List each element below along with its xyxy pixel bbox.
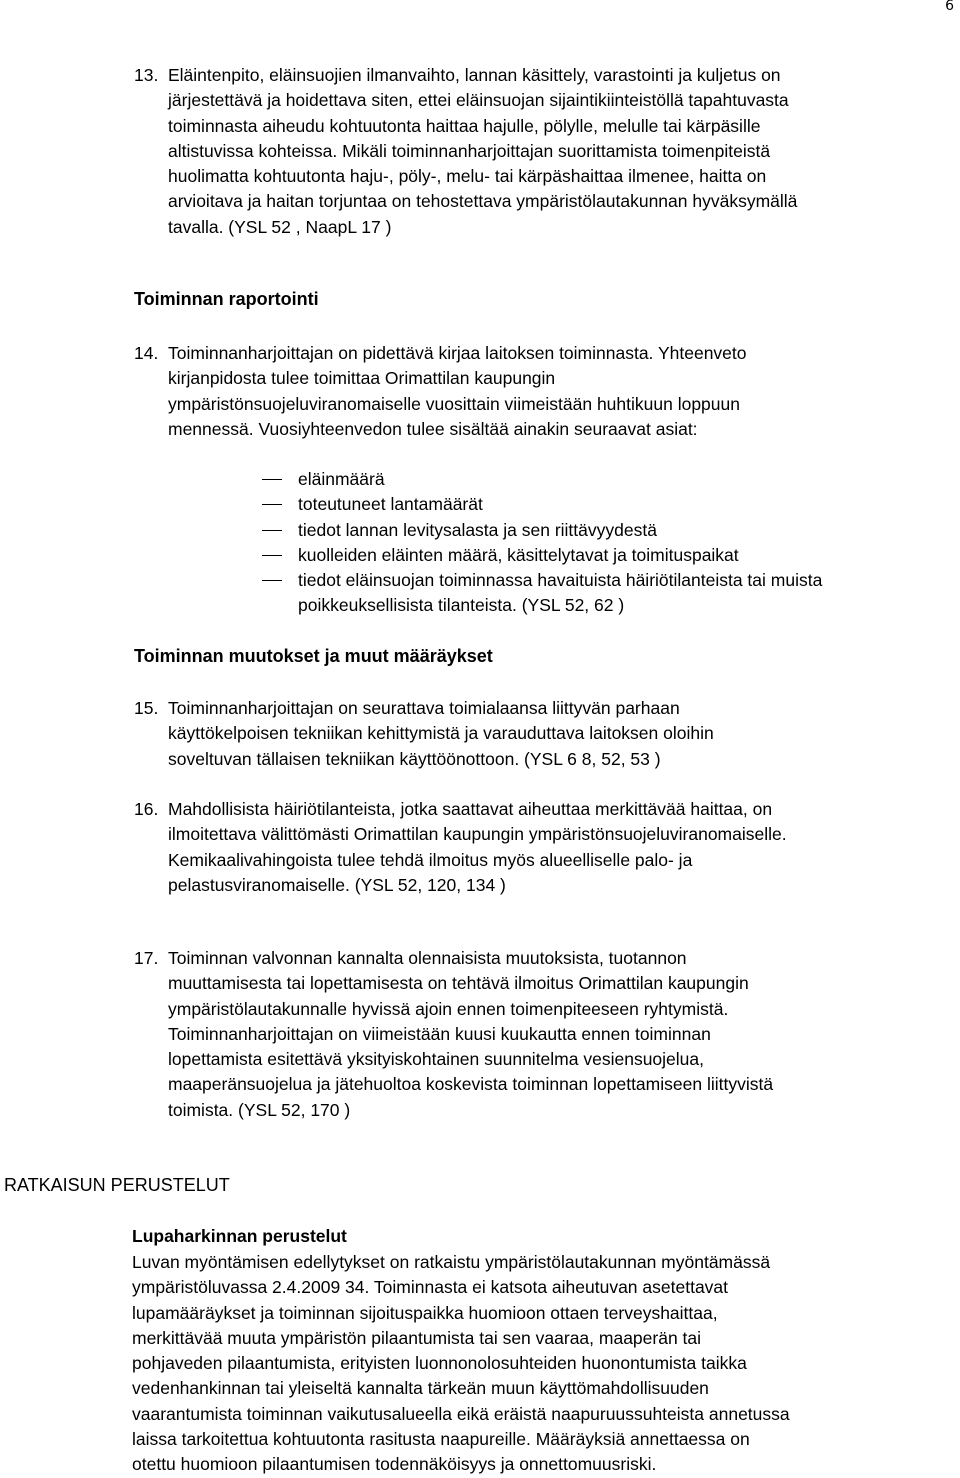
- page-number: 6: [945, 0, 954, 14]
- text-line: kirjanpidosta tulee toimittaa Orimattilan kaupungin: [168, 368, 556, 389]
- dash-marker: [262, 530, 282, 531]
- provision-text: [168, 341, 747, 442]
- text-line: Toiminnan valvonnan kannalta olennaisista muutoksista, tuotannon: [168, 948, 687, 968]
- text-line: lopettamista esitettävä yksityiskohtainen suunnitelma vesiensuojelua,: [168, 1049, 704, 1070]
- provision-number: 17.: [134, 948, 159, 968]
- list-item: [262, 492, 822, 517]
- text-line: tavalla. (YSL 52 , NaapL 17 ): [168, 216, 392, 237]
- provision-text: [168, 797, 787, 898]
- list-item: [262, 467, 822, 492]
- text-line: pohjaveden pilaantumista, erityisten luonnonolosuhteiden huonontumista taikka: [132, 1353, 747, 1374]
- list-item-text: eläinmäärä: [298, 469, 385, 489]
- section-title-grounds: RATKAISUN PERUSTELUT: [4, 1175, 230, 1195]
- text-line: ympäristölautakunnalle hyvissä ajoin ennen toimenpiteeseen ryhtymistä.: [168, 998, 729, 1019]
- list-item-continuation: [262, 593, 822, 618]
- report-contents-list: [262, 467, 822, 619]
- heading-changes: Toiminnan muutokset ja muut määräykset: [134, 646, 493, 666]
- text-line: toiminnasta aiheudu kohtuutonta haittaa hajulle, pölylle, melulle tai kärpäsille: [168, 115, 761, 136]
- text-line: laissa tarkoitettua kohtuutonta rasitusta naapureille. Määräyksiä annettaessa on: [132, 1429, 750, 1450]
- text-line: lupamääräykset ja toiminnan sijoituspaikka huomioon ottaen terveyshaittaa,: [132, 1302, 718, 1323]
- list-item: [262, 518, 822, 543]
- text-line: Luvan myöntämisen edellytykset on ratkaistu ympäristölautakunnan myöntämässä: [132, 1252, 771, 1272]
- provision-text: [168, 696, 714, 772]
- dash-marker: [262, 479, 282, 480]
- text-line: Toiminnanharjoittajan on seurattava toimialaansa liittyvän parhaan: [168, 698, 680, 718]
- text-line: käyttökelpoisen tekniikan kehittymistä ja varauduttava laitoksen oloihin: [168, 723, 714, 744]
- list-item-text: kuolleiden eläinten määrä, käsittelytavat ja toimituspaikat: [298, 544, 739, 565]
- provision-number: 16.: [134, 799, 159, 819]
- text-line: vaarantumista toiminnan vaikutusalueella eikä eräistä naapuruussuhteista annetussa: [132, 1403, 790, 1424]
- list-item: [262, 568, 822, 593]
- text-line: Eläintenpito, eläinsuojien ilmanvaihto, lannan käsittely, varastointi ja kuljetus on: [168, 65, 781, 85]
- provision-text: [168, 63, 797, 240]
- heading-reporting: Toiminnan raportointi: [134, 289, 319, 309]
- text-line: järjestettävä ja hoidettava siten, ettei eläinsuojan sijaintikiinteistöllä tapahtuvasta: [168, 90, 789, 111]
- text-line: mennessä. Vuosiyhteenvedon tulee sisältää ainakin seuraavat asiat:: [168, 418, 698, 439]
- text-line: muuttamisesta tai lopettamisesta on tehtävä ilmoitus Orimattilan kaupungin: [168, 973, 749, 994]
- list-item-text: tiedot eläinsuojan toiminnassa havaituista häiriötilanteista tai muista: [298, 570, 823, 591]
- text-line: Toiminnanharjoittajan on pidettävä kirjaa laitoksen toiminnasta. Yhteenveto: [168, 343, 747, 363]
- list-item-text: toteutuneet lantamäärät: [298, 494, 483, 515]
- text-line: Kemikaalivahingoista tulee tehdä ilmoitus myös alueelliselle palo- ja: [168, 849, 693, 870]
- list-item-text: poikkeuksellisista tilanteista. (YSL 52, 62 ): [298, 595, 625, 616]
- dash-marker: [262, 555, 282, 556]
- provision-text: [168, 946, 773, 1123]
- permit-grounds-text: [132, 1250, 790, 1478]
- heading-permit-grounds: Lupaharkinnan perustelut: [132, 1226, 347, 1246]
- text-line: arvioitava ja haitan torjuntaa on tehostettava ympäristölautakunnan hyväksymällä: [168, 191, 798, 212]
- text-line: Toiminnanharjoittajan on viimeistään kuusi kuukautta ennen toiminnan: [168, 1023, 711, 1044]
- text-line: ympäristöluvassa 2.4.2009 34. Toiminnasta ei katsota aiheutuvan asetettavat: [132, 1277, 729, 1298]
- text-line: ilmoitettava välittömästi Orimattilan kaupungin ympäristönsuojeluviranomaiselle.: [168, 824, 787, 845]
- text-line: pelastusviranomaiselle. (YSL 52, 120, 134 ): [168, 874, 506, 895]
- list-item-text: tiedot lannan levitysalasta ja sen riittävyydestä: [298, 519, 657, 540]
- text-line: otettu huomioon pilaantumisen todennäköisyys ja onnettomuusriski.: [132, 1454, 657, 1475]
- provision-number: 15.: [134, 698, 159, 718]
- provision-number: 13.: [134, 65, 159, 85]
- list-item: [262, 543, 822, 568]
- text-line: ympäristönsuojeluviranomaiselle vuosittain viimeistään huhtikuun loppuun: [168, 393, 740, 414]
- text-line: maaperänsuojelua ja jätehuoltoa koskevista toiminnan lopettamiseen liittyvistä: [168, 1074, 774, 1095]
- dash-marker: [262, 504, 282, 505]
- provision-number: 14.: [134, 343, 159, 363]
- text-line: toimista. (YSL 52, 170 ): [168, 1099, 351, 1120]
- text-line: huolimatta kohtuutonta haju-, pöly-, melu- tai kärpäshaittaa ilmenee, haitta on: [168, 166, 767, 187]
- text-line: soveltuvan tällaisen tekniikan käyttöönottoon. (YSL 6 8, 52, 53 ): [168, 748, 661, 769]
- text-line: vedenhankinnan tai yleiseltä kannalta tärkeän muun käyttömahdollisuuden: [132, 1378, 709, 1399]
- text-line: merkittävää muuta ympäristön pilaantumista tai sen vaaraa, maaperän tai: [132, 1327, 702, 1348]
- text-line: Mahdollisista häiriötilanteista, jotka saattavat aiheuttaa merkittävää haittaa, on: [168, 799, 773, 819]
- dash-marker: [262, 580, 282, 581]
- text-line: altistuvissa kohteissa. Mikäli toiminnanharjoittajan suorittamista toimenpiteistä: [168, 140, 771, 161]
